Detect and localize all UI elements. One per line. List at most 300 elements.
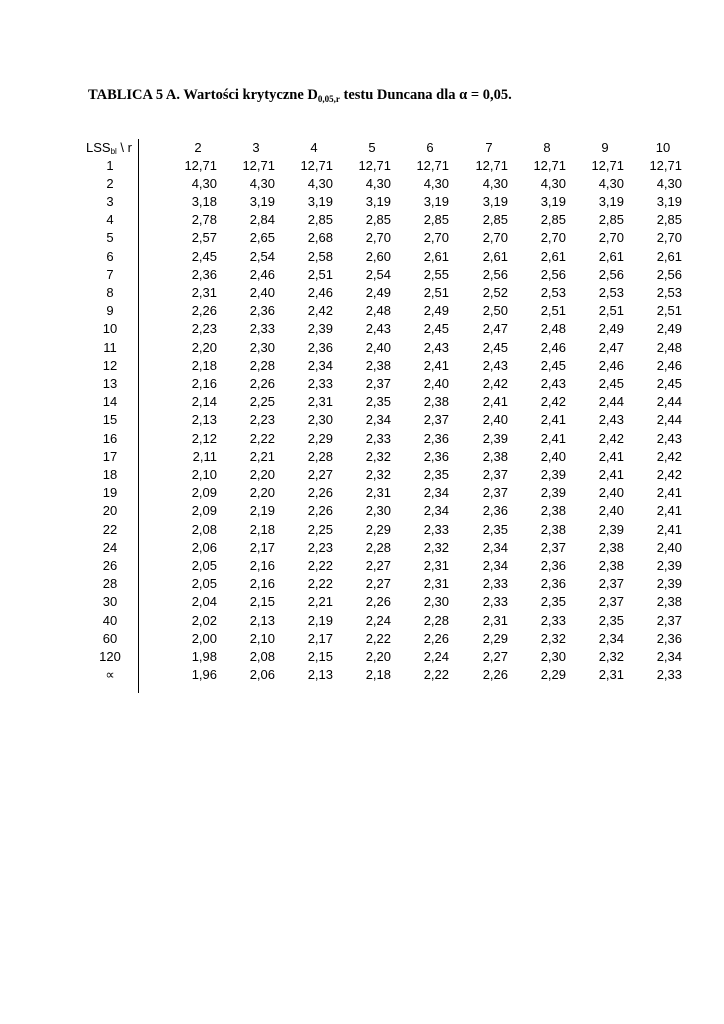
- table-cell: 2,56: [482, 267, 508, 282]
- table-cell: 2,38: [656, 594, 682, 609]
- table-cell: 2,06: [191, 540, 217, 555]
- table-cell: 2,46: [540, 340, 566, 355]
- header-col-4: 4: [310, 140, 318, 155]
- table-cell: 2,56: [656, 267, 682, 282]
- table-cell: 2,61: [540, 249, 566, 264]
- table-cell: 2,38: [598, 558, 624, 573]
- table-cell: 2,57: [191, 230, 217, 245]
- table-cell: 2,40: [423, 376, 449, 391]
- table-cell: 2,39: [307, 321, 333, 336]
- table-cell: 2,27: [482, 649, 508, 664]
- table-cell: 2,47: [598, 340, 624, 355]
- table-cell: 2,21: [307, 594, 333, 609]
- table-cell: 2,36: [423, 449, 449, 464]
- table-cell: 4,30: [423, 176, 449, 191]
- table-cell: 2,33: [656, 667, 682, 682]
- header-col-8: 8: [543, 140, 551, 155]
- table-cell: 2,43: [423, 340, 449, 355]
- table-cell: 2,46: [249, 267, 275, 282]
- table-cell: 2,53: [656, 285, 682, 300]
- table-cell: 2,48: [540, 321, 566, 336]
- title-subscript: 0,05,r: [317, 94, 340, 104]
- table-cell: 2,34: [482, 540, 508, 555]
- header-col-7: 7: [485, 140, 493, 155]
- table-cell: 2,37: [598, 576, 624, 591]
- table-cell: 2,40: [656, 540, 682, 555]
- table-cell: 3,19: [482, 194, 508, 209]
- table-cell: 2,20: [365, 649, 391, 664]
- row-lss-label: 26: [102, 558, 118, 573]
- table-cell: 2,41: [482, 394, 508, 409]
- header-lss-label: [86, 139, 142, 159]
- table-cell: 2,44: [598, 394, 624, 409]
- table-cell: 2,41: [656, 503, 682, 518]
- table-cell: 2,45: [482, 340, 508, 355]
- table-cell: 12,71: [591, 158, 624, 173]
- table-cell: 2,10: [249, 631, 275, 646]
- table-cell: 2,02: [191, 613, 217, 628]
- table-cell: 2,17: [307, 631, 333, 646]
- header-col-3: 3: [252, 140, 260, 155]
- table-cell: 2,29: [307, 431, 333, 446]
- table-cell: 2,38: [365, 358, 391, 373]
- row-lss-label: 5: [106, 230, 114, 245]
- row-lss-label: 6: [106, 249, 114, 264]
- table-cell: 2,40: [540, 449, 566, 464]
- page-title: [88, 87, 512, 104]
- table-cell: 2,61: [423, 249, 449, 264]
- row-lss-label: 12: [102, 358, 118, 373]
- table-cell: 2,36: [307, 340, 333, 355]
- table-cell: 2,45: [598, 376, 624, 391]
- table-cell: 12,71: [358, 158, 391, 173]
- table-cell: 2,53: [540, 285, 566, 300]
- table-cell: 2,36: [191, 267, 217, 282]
- title-prefix: TABLICA 5 A. Wartości krytyczne D: [88, 87, 318, 103]
- row-lss-label: 8: [106, 285, 114, 300]
- table-cell: 2,25: [307, 522, 333, 537]
- table-cell: 12,71: [475, 158, 508, 173]
- table-cell: 2,34: [307, 358, 333, 373]
- table-cell: 2,46: [598, 358, 624, 373]
- title-middle: testu Duncana dla: [339, 87, 460, 103]
- table-cell: 2,85: [307, 212, 333, 227]
- table-cell: 2,33: [249, 321, 275, 336]
- table-cell: 2,50: [482, 303, 508, 318]
- table-cell: 2,34: [423, 485, 449, 500]
- header-col-5: 5: [368, 140, 376, 155]
- table-cell: 3,19: [598, 194, 624, 209]
- header-lss-text: LSS: [86, 140, 111, 155]
- table-cell: 2,61: [598, 249, 624, 264]
- table-cell: 2,18: [249, 522, 275, 537]
- table-cell: 2,31: [307, 394, 333, 409]
- row-lss-label: 1: [106, 158, 114, 173]
- row-lss-label: ∝: [105, 667, 115, 682]
- table-cell: 2,26: [249, 376, 275, 391]
- table-cell: 2,17: [249, 540, 275, 555]
- table-cell: 2,70: [598, 230, 624, 245]
- table-cell: 2,33: [365, 431, 391, 446]
- table-cell: 2,49: [598, 321, 624, 336]
- table-cell: 2,09: [191, 485, 217, 500]
- table-cell: 2,70: [656, 230, 682, 245]
- table-cell: 2,08: [191, 522, 217, 537]
- table-cell: 2,05: [191, 558, 217, 573]
- table-cell: 2,45: [423, 321, 449, 336]
- table-cell: 2,38: [423, 394, 449, 409]
- table-cell: 2,41: [598, 449, 624, 464]
- table-cell: 2,24: [423, 649, 449, 664]
- table-cell: 2,48: [365, 303, 391, 318]
- table-cell: 2,55: [423, 267, 449, 282]
- table-cell: 2,40: [598, 485, 624, 500]
- table-cell: 2,43: [365, 321, 391, 336]
- table-cell: 2,32: [423, 540, 449, 555]
- table-cell: 2,13: [191, 412, 217, 427]
- table-cell: 2,54: [249, 249, 275, 264]
- table-cell: 2,61: [482, 249, 508, 264]
- table-cell: 2,56: [598, 267, 624, 282]
- row-lss-label: 3: [106, 194, 114, 209]
- table-cell: 2,78: [191, 212, 217, 227]
- table-cell: 2,35: [365, 394, 391, 409]
- table-cell: 2,60: [365, 249, 391, 264]
- row-lss-label: 2: [106, 176, 114, 191]
- table-cell: 2,31: [191, 285, 217, 300]
- table-cell: 2,30: [249, 340, 275, 355]
- table-cell: 4,30: [482, 176, 508, 191]
- table-cell: 2,51: [656, 303, 682, 318]
- table-cell: 2,29: [540, 667, 566, 682]
- table-cell: 2,39: [598, 522, 624, 537]
- row-lss-label: 19: [102, 485, 118, 500]
- table-cell: 2,20: [249, 485, 275, 500]
- table-cell: 2,15: [249, 594, 275, 609]
- row-lss-label: 18: [102, 467, 118, 482]
- table-cell: 2,25: [249, 394, 275, 409]
- table-cell: 4,30: [598, 176, 624, 191]
- table-cell: 1,98: [191, 649, 217, 664]
- table-cell: 12,71: [533, 158, 566, 173]
- table-cell: 2,30: [540, 649, 566, 664]
- table-cell: 2,85: [598, 212, 624, 227]
- table-cell: 2,70: [482, 230, 508, 245]
- table-cell: 2,53: [598, 285, 624, 300]
- table-cell: 3,19: [249, 194, 275, 209]
- table-cell: 2,08: [249, 649, 275, 664]
- table-cell: 4,30: [307, 176, 333, 191]
- table-cell: 2,36: [423, 431, 449, 446]
- table-cell: 2,36: [249, 303, 275, 318]
- table-cell: 2,51: [598, 303, 624, 318]
- table-cell: 2,16: [249, 576, 275, 591]
- table-cell: 2,09: [191, 503, 217, 518]
- table-cell: 2,31: [482, 613, 508, 628]
- table-cell: 2,33: [423, 522, 449, 537]
- table-cell: 2,33: [482, 594, 508, 609]
- table-cell: 2,31: [423, 576, 449, 591]
- row-lss-label: 20: [102, 503, 118, 518]
- table-cell: 2,20: [249, 467, 275, 482]
- table-cell: 2,70: [423, 230, 449, 245]
- row-lss-label: 10: [102, 321, 118, 336]
- row-lss-label: 24: [102, 540, 118, 555]
- row-lss-label: 120: [99, 649, 121, 664]
- table-cell: 2,26: [307, 485, 333, 500]
- table-cell: 2,52: [482, 285, 508, 300]
- table-cell: 2,44: [656, 412, 682, 427]
- table-cell: 2,05: [191, 576, 217, 591]
- table-cell: 2,45: [656, 376, 682, 391]
- table-cell: 2,28: [307, 449, 333, 464]
- table-cell: 2,49: [656, 321, 682, 336]
- header-lss-tail: \ r: [116, 140, 132, 155]
- table-cell: 2,06: [249, 667, 275, 682]
- table-cell: 2,42: [598, 431, 624, 446]
- table-cell: 2,68: [307, 230, 333, 245]
- table-cell: 2,42: [540, 394, 566, 409]
- row-lss-label: 28: [102, 576, 118, 591]
- table-cell: 2,29: [482, 631, 508, 646]
- table-cell: 2,31: [598, 667, 624, 682]
- row-lss-label: 60: [102, 631, 118, 646]
- row-lss-label: 15: [102, 412, 118, 427]
- table-cell: 2,12: [191, 431, 217, 446]
- table-cell: 2,36: [656, 631, 682, 646]
- table-cell: 2,16: [191, 376, 217, 391]
- table-cell: 2,31: [365, 485, 391, 500]
- table-cell: 2,85: [365, 212, 391, 227]
- table-cell: 2,39: [656, 558, 682, 573]
- title-alpha: α: [459, 87, 468, 103]
- table-cell: 2,11: [192, 449, 217, 464]
- table-cell: 4,30: [656, 176, 682, 191]
- table-cell: 2,51: [423, 285, 449, 300]
- table-cell: 2,22: [423, 667, 449, 682]
- table-cell: 2,45: [191, 249, 217, 264]
- table-cell: 2,35: [482, 522, 508, 537]
- table-cell: 2,41: [656, 485, 682, 500]
- table-cell: 2,43: [598, 412, 624, 427]
- table-cell: 2,37: [656, 613, 682, 628]
- table-cell: 3,19: [365, 194, 391, 209]
- table-cell: 2,35: [423, 467, 449, 482]
- table-cell: 2,85: [423, 212, 449, 227]
- table-cell: 3,19: [307, 194, 333, 209]
- table-cell: 2,31: [423, 558, 449, 573]
- table-cell: 2,39: [540, 485, 566, 500]
- table-cell: 2,61: [656, 249, 682, 264]
- header-lss-subscript: bl: [110, 147, 117, 156]
- table-cell: 2,49: [423, 303, 449, 318]
- table-cell: 2,49: [365, 285, 391, 300]
- table-cell: 2,30: [423, 594, 449, 609]
- table-cell: 2,23: [307, 540, 333, 555]
- table-cell: 2,34: [598, 631, 624, 646]
- table-cell: 2,36: [482, 503, 508, 518]
- table-cell: 2,41: [423, 358, 449, 373]
- table-cell: 2,70: [365, 230, 391, 245]
- table-cell: 2,33: [307, 376, 333, 391]
- table-cell: 4,30: [540, 176, 566, 191]
- table-cell: 2,19: [307, 613, 333, 628]
- table-cell: 2,13: [307, 667, 333, 682]
- header-col-9: 9: [601, 140, 609, 155]
- row-lss-label: 40: [102, 613, 118, 628]
- table-cell: 2,15: [307, 649, 333, 664]
- table-cell: 2,22: [307, 558, 333, 573]
- table-cell: 2,40: [249, 285, 275, 300]
- table-cell: 12,71: [416, 158, 449, 173]
- table-cell: 2,04: [191, 594, 217, 609]
- table-cell: 2,70: [540, 230, 566, 245]
- table-cell: 2,30: [307, 412, 333, 427]
- table-cell: 2,58: [307, 249, 333, 264]
- table-cell: 2,43: [656, 431, 682, 446]
- table-cell: 3,19: [540, 194, 566, 209]
- table-cell: 2,43: [482, 358, 508, 373]
- table-cell: 2,41: [540, 431, 566, 446]
- table-cell: 2,85: [656, 212, 682, 227]
- table-cell: 2,36: [540, 558, 566, 573]
- table-cell: 2,28: [423, 613, 449, 628]
- table-cell: 2,27: [365, 558, 391, 573]
- table-cell: 2,65: [249, 230, 275, 245]
- row-lss-label: 4: [106, 212, 114, 227]
- table-cell: 2,38: [540, 503, 566, 518]
- header-col-6: 6: [426, 140, 434, 155]
- table-cell: 2,40: [482, 412, 508, 427]
- table-cell: 2,42: [307, 303, 333, 318]
- table-cell: 2,21: [249, 449, 275, 464]
- table-cell: 2,22: [249, 431, 275, 446]
- table-cell: 2,42: [656, 467, 682, 482]
- table-cell: 2,48: [656, 340, 682, 355]
- table-cell: 2,37: [598, 594, 624, 609]
- table-cell: 2,51: [307, 267, 333, 282]
- table-cell: 2,54: [365, 267, 391, 282]
- row-lss-label: 13: [102, 376, 118, 391]
- table-cell: 2,22: [307, 576, 333, 591]
- table-cell: 2,16: [249, 558, 275, 573]
- row-lss-label: 16: [102, 431, 118, 446]
- table-cell: 2,41: [656, 522, 682, 537]
- table-cell: 2,51: [540, 303, 566, 318]
- table-cell: 2,41: [540, 412, 566, 427]
- title-suffix: = 0,05.: [467, 87, 512, 103]
- row-lss-label: 14: [102, 394, 118, 409]
- table-cell: 2,23: [249, 412, 275, 427]
- table-cell: 2,35: [540, 594, 566, 609]
- table-cell: 2,27: [365, 576, 391, 591]
- table-cell: 2,18: [365, 667, 391, 682]
- table-cell: 2,35: [598, 613, 624, 628]
- row-lss-label: 11: [103, 340, 117, 355]
- table-cell: 2,45: [540, 358, 566, 373]
- table-cell: 2,24: [365, 613, 391, 628]
- table-cell: 2,36: [540, 576, 566, 591]
- table-cell: 2,32: [598, 649, 624, 664]
- table-cell: 1,96: [191, 667, 217, 682]
- table-cell: 4,30: [249, 176, 275, 191]
- table-cell: 2,47: [482, 321, 508, 336]
- table-cell: 4,30: [365, 176, 391, 191]
- table-cell: 2,34: [423, 503, 449, 518]
- table-cell: 2,40: [598, 503, 624, 518]
- table-cell: 2,34: [656, 649, 682, 664]
- table-cell: 2,46: [656, 358, 682, 373]
- table-cell: 3,18: [191, 194, 217, 209]
- table-cell: 2,32: [365, 449, 391, 464]
- table-cell: 2,37: [423, 412, 449, 427]
- table-cell: 2,39: [540, 467, 566, 482]
- table-cell: 2,46: [307, 285, 333, 300]
- table-cell: 2,37: [482, 467, 508, 482]
- table-cell: 2,40: [365, 340, 391, 355]
- table-cell: 2,26: [482, 667, 508, 682]
- table-cell: 2,32: [365, 467, 391, 482]
- table-cell: 2,84: [249, 212, 275, 227]
- table-cell: 2,14: [191, 394, 217, 409]
- row-lss-label: 9: [106, 303, 114, 318]
- table-cell: 2,26: [191, 303, 217, 318]
- table-cell: 2,38: [482, 449, 508, 464]
- header-col-10: 10: [655, 140, 671, 155]
- table-cell: 2,26: [365, 594, 391, 609]
- table-cell: 4,30: [191, 176, 217, 191]
- table-cell: 2,34: [365, 412, 391, 427]
- table-cell: 2,37: [540, 540, 566, 555]
- table-cell: 2,19: [249, 503, 275, 518]
- table-cell: 2,43: [540, 376, 566, 391]
- table-cell: 3,19: [656, 194, 682, 209]
- table-cell: 2,37: [365, 376, 391, 391]
- table-cell: 2,22: [365, 631, 391, 646]
- table-cell: 3,19: [423, 194, 449, 209]
- table-cell: 2,85: [540, 212, 566, 227]
- table-cell: 2,23: [191, 321, 217, 336]
- table-cell: 2,41: [598, 467, 624, 482]
- table-cell: 2,39: [656, 576, 682, 591]
- table-cell: 2,38: [598, 540, 624, 555]
- table-cell: 2,30: [365, 503, 391, 518]
- table-cell: 2,26: [307, 503, 333, 518]
- table-cell: 12,71: [184, 158, 217, 173]
- table-cell: 2,56: [540, 267, 566, 282]
- table-cell: 2,34: [482, 558, 508, 573]
- table-cell: 2,33: [540, 613, 566, 628]
- table-cell: 2,42: [482, 376, 508, 391]
- table-cell: 2,20: [191, 340, 217, 355]
- table-cell: 12,71: [649, 158, 682, 173]
- table-cell: 2,28: [249, 358, 275, 373]
- table-cell: 2,18: [191, 358, 217, 373]
- table-cell: 2,00: [191, 631, 217, 646]
- table-cell: 2,38: [540, 522, 566, 537]
- table-cell: 2,32: [540, 631, 566, 646]
- table-cell: 2,85: [482, 212, 508, 227]
- table-cell: 2,10: [191, 467, 217, 482]
- table-cell: 2,13: [249, 613, 275, 628]
- table-cell: 2,26: [423, 631, 449, 646]
- table-cell: 2,33: [482, 576, 508, 591]
- row-lss-label: 22: [102, 522, 118, 537]
- row-lss-label: 30: [102, 594, 118, 609]
- table-cell: 2,37: [482, 485, 508, 500]
- table-cell: 2,28: [365, 540, 391, 555]
- header-col-2: 2: [194, 140, 202, 155]
